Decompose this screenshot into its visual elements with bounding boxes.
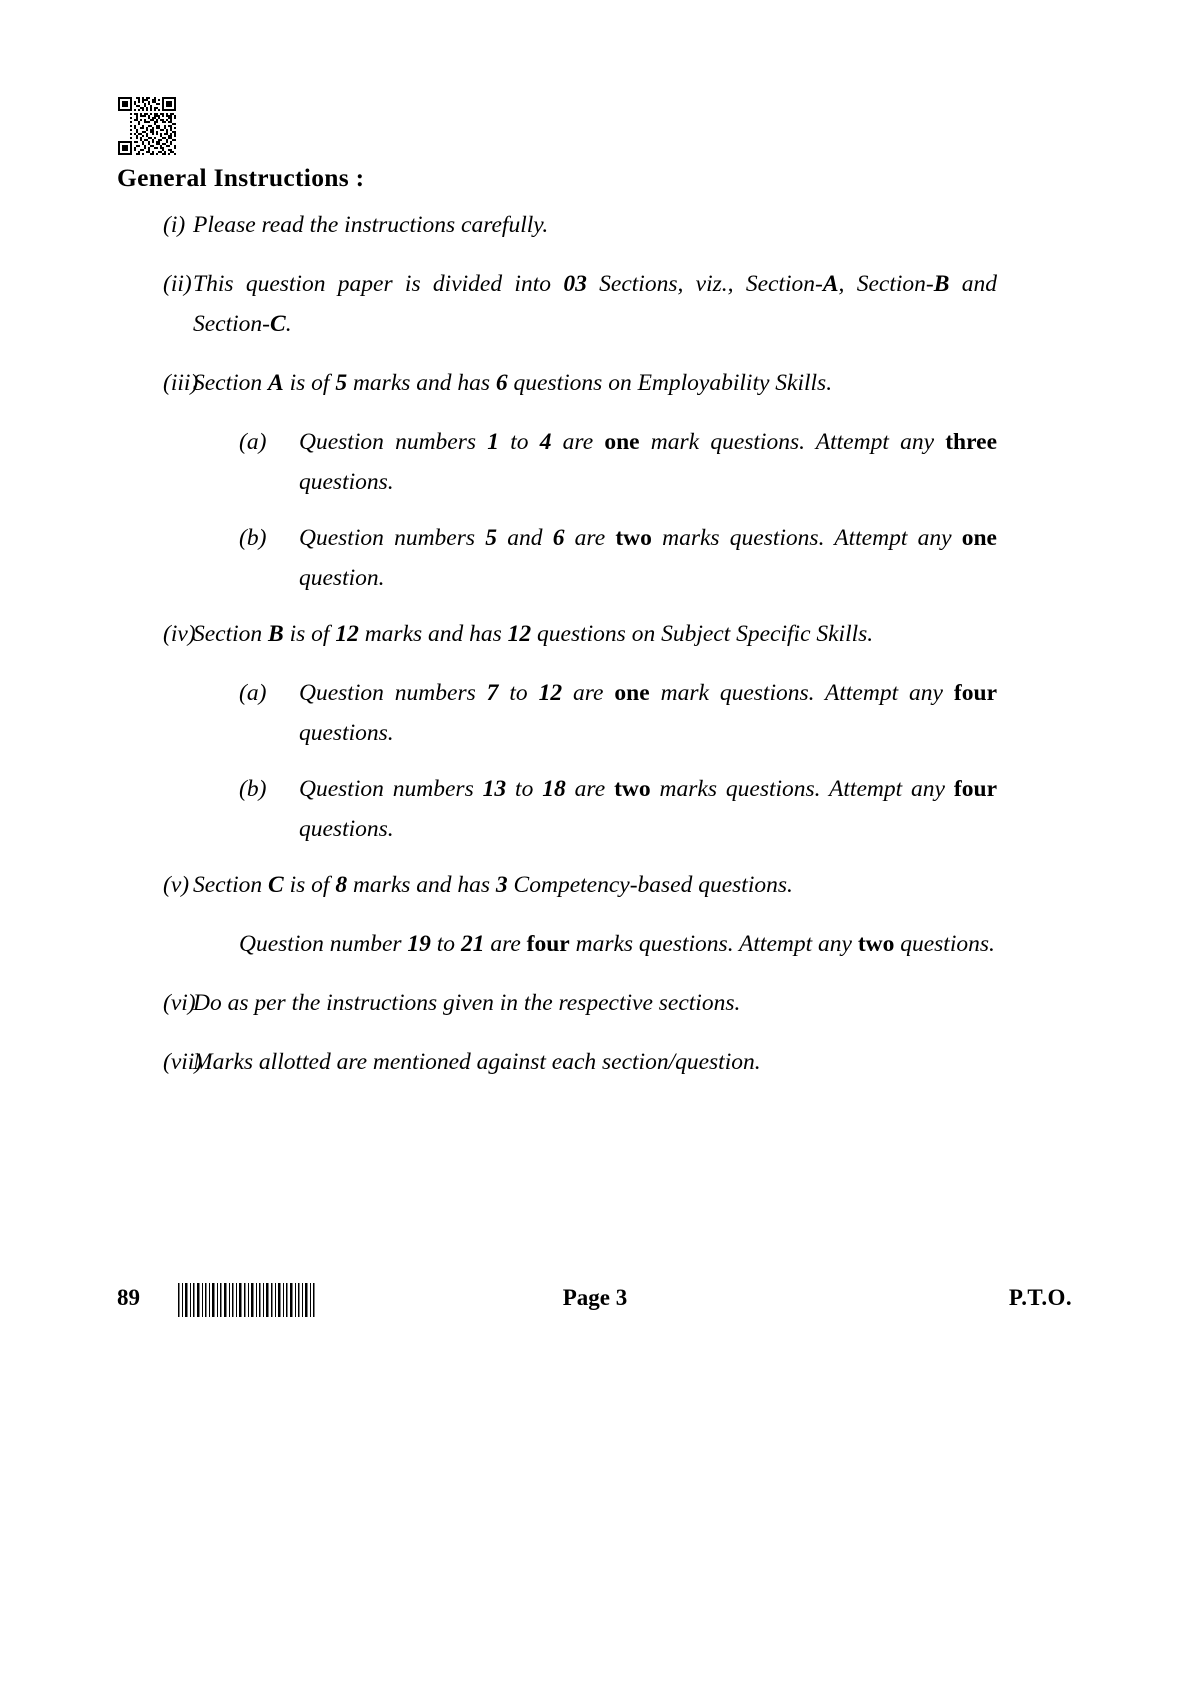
instruction-subitem-list bbox=[239, 422, 997, 598]
instruction-item bbox=[117, 205, 997, 245]
instruction-subitem-text: Question numbers 13 to 18 are two marks questions. Attempt any four questions. bbox=[299, 776, 997, 842]
instruction-marker: (iii) bbox=[163, 370, 199, 396]
instruction-subitem-marker: (b) bbox=[239, 525, 267, 551]
instruction-subitem bbox=[239, 422, 997, 502]
instruction-text: Please read the instructions carefully. bbox=[193, 212, 549, 238]
instruction-subitem-marker: (a) bbox=[239, 429, 267, 455]
paper-code: 89 bbox=[117, 1285, 140, 1310]
instruction-item bbox=[117, 614, 997, 654]
instruction-marker: (vii) bbox=[163, 1049, 203, 1075]
general-instructions-list bbox=[117, 205, 997, 1101]
instruction-item bbox=[117, 363, 997, 403]
page-footer bbox=[0, 1283, 1190, 1323]
instruction-marker: (iv) bbox=[163, 621, 196, 647]
instruction-subitem bbox=[239, 518, 997, 598]
pto-label: P.T.O. bbox=[1008, 1285, 1072, 1310]
instruction-subitem-text: Question numbers 5 and 6 are two marks questions. Attempt any one question. bbox=[299, 525, 997, 591]
instruction-marker: (ii) bbox=[163, 271, 192, 297]
instruction-text: Section A is of 5 marks and has 6 questions on Employability Skills. bbox=[193, 370, 833, 396]
instruction-text: Section C is of 8 marks and has 3 Competency-based questions. bbox=[193, 872, 793, 898]
instruction-marker: (v) bbox=[163, 872, 190, 898]
instruction-subitem-text: Question numbers 7 to 12 are one mark questions. Attempt any four questions. bbox=[299, 680, 997, 746]
instruction-item bbox=[117, 983, 997, 1023]
qr-code-icon bbox=[118, 97, 176, 155]
instruction-text: Marks allotted are mentioned against each section/question. bbox=[193, 1049, 761, 1075]
instruction-item bbox=[117, 865, 997, 905]
page-title: General Instructions : bbox=[117, 163, 365, 192]
instruction-text: This question paper is divided into 03 Sections, viz., Section-A, Section-B and Section-C. bbox=[193, 271, 998, 337]
page-number-label: Page 3 bbox=[562, 1285, 628, 1310]
instruction-subitem-text: Question numbers 1 to 4 are one mark questions. Attempt any three questions. bbox=[299, 429, 997, 495]
instruction-continuation-text: Question number 19 to 21 are four marks questions. Attempt any two questions. bbox=[239, 931, 995, 957]
instruction-subitem-marker: (a) bbox=[239, 680, 267, 706]
instruction-subitem bbox=[239, 769, 997, 849]
instruction-item bbox=[117, 264, 997, 344]
instruction-item bbox=[117, 1042, 997, 1082]
instruction-subitem bbox=[239, 673, 997, 753]
instruction-subitem-marker: (b) bbox=[239, 776, 267, 802]
instruction-marker: (i) bbox=[163, 212, 186, 238]
instruction-text: Do as per the instructions given in the respective sections. bbox=[193, 990, 741, 1016]
instruction-text: Section B is of 12 marks and has 12 questions on Subject Specific Skills. bbox=[193, 621, 874, 647]
instruction-marker: (vi) bbox=[163, 990, 196, 1016]
instruction-subitem-list bbox=[239, 673, 997, 849]
